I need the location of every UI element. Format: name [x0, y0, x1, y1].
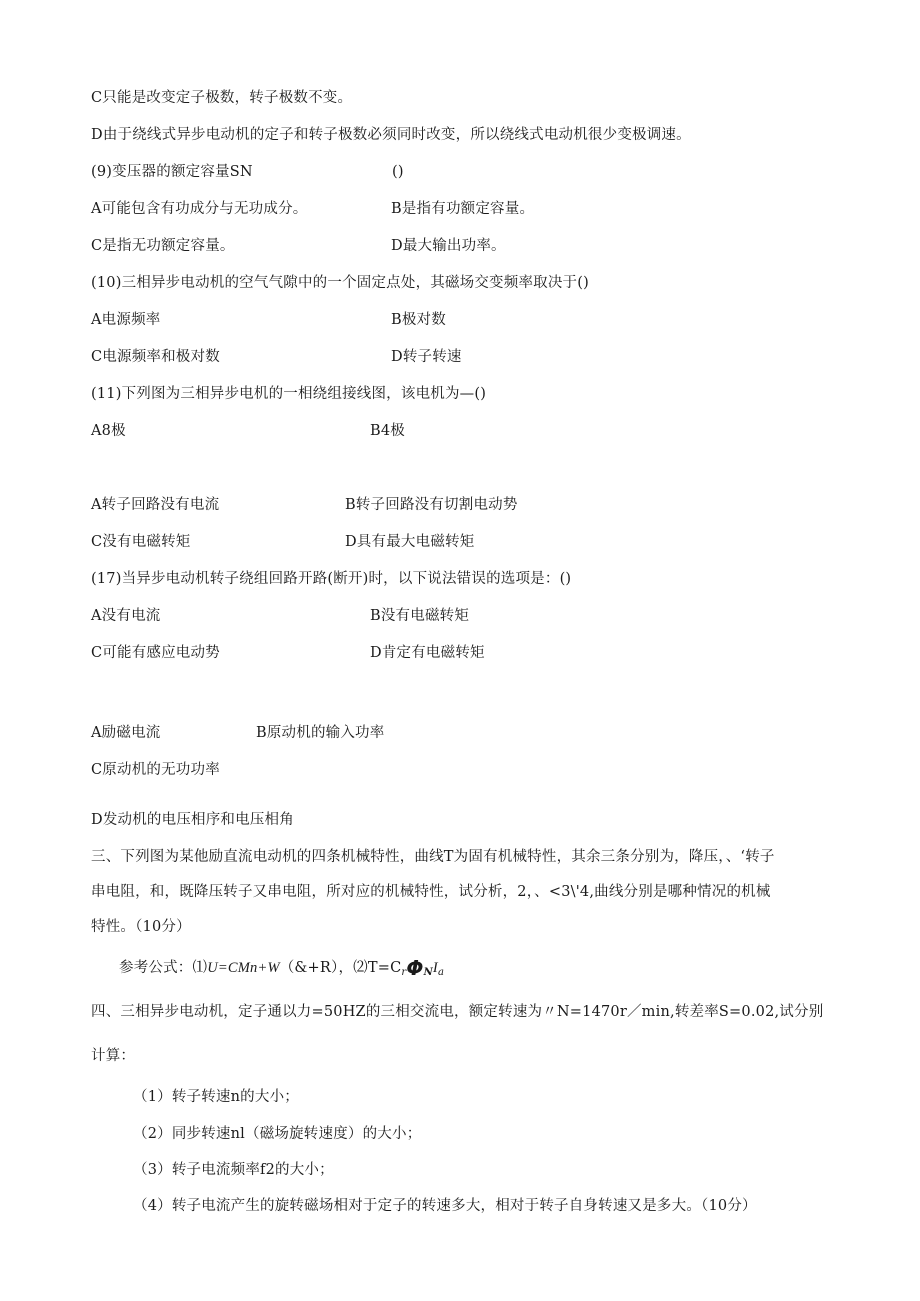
qy-option-a: A励磁电流	[91, 725, 161, 741]
q9-stem: (9)变压器的额定容量SN	[91, 164, 253, 180]
q9-option-d: D最大输出功率。	[391, 238, 506, 254]
q11-stem: (11)下列图为三相异步电机的一相绕组接线图，该电机为—()	[91, 386, 487, 402]
q17-option-d: D肯定有电磁转矩	[370, 645, 485, 661]
section3-line2: 串电阻，和，既降压转子又串电阻，所对应的机械特性，试分析，2，、<3\'4,曲线分别是哪种情况的机械	[91, 884, 771, 900]
section4-item1: （1）转子转速n的大小；	[133, 1089, 299, 1105]
section4-item4: （4）转子电流产生的旋转磁场相对于定子的转速多大，相对于转子自身转速又是多大。（10分）	[133, 1198, 757, 1214]
q17-option-b: B没有电磁转矩	[370, 608, 470, 624]
qx-option-b: B转子回路没有切割电动势	[345, 497, 518, 513]
qx-option-d: D具有最大电磁转矩	[345, 534, 475, 550]
qy-option-c: C原动机的无功功率	[91, 762, 220, 778]
q8-option-d: D由于绕线式异步电动机的定子和转子极数必须同时改变，所以绕线式电动机很少变极调速。	[91, 127, 691, 143]
q10-option-a: A电源频率	[91, 312, 161, 328]
formula-prefix: 参考公式：⑴	[119, 960, 208, 976]
q17-option-c: C可能有感应电动势	[91, 645, 220, 661]
q10-stem: (10)三相异步电动机的空气气隙中的一个固定点处，其磁场交变频率取决于()	[91, 275, 589, 291]
q9-option-b: B是指有功额定容量。	[391, 201, 535, 217]
reference-formula	[119, 958, 444, 983]
q11-option-a: A8极	[91, 423, 126, 439]
section4-line2: 计算：	[91, 1048, 136, 1064]
qy-option-d: D发动机的电压相序和电压相角	[91, 812, 294, 828]
qx-option-c: C没有电磁转矩	[91, 534, 191, 550]
q10-option-d: D转子转速	[391, 349, 462, 365]
q8-option-c: C只能是改变定子极数，转子极数不变。	[91, 90, 353, 106]
q9-option-c: C是指无功额定容量。	[91, 238, 235, 254]
section3-line3: 特性。（10分）	[91, 919, 191, 935]
formula-part-1: U=CMn+W	[207, 960, 280, 976]
q17-option-a: A没有电流	[91, 608, 161, 624]
qy-option-b: B原动机的输入功率	[256, 725, 385, 741]
section4-item3: （3）转子电流频率f2的大小；	[133, 1162, 334, 1178]
formula-i: I	[432, 960, 438, 976]
q17-stem: (17)当异步电动机转子绕组回路开路(断开)时，以下说法错误的选项是：()	[91, 571, 572, 587]
formula-sub-r: r	[401, 967, 407, 978]
qx-option-a: A转子回路没有电流	[91, 497, 220, 513]
q10-option-c: C电源频率和极对数	[91, 349, 220, 365]
q10-option-b: B极对数	[391, 312, 446, 328]
phi-symbol: Φ	[406, 956, 424, 980]
q9-answer-paren: ()	[392, 164, 404, 180]
section4-item2: （2）同步转速nl（磁场旋转速度）的大小；	[133, 1126, 422, 1142]
q9-option-a: A可能包含有功成分与无功成分。	[91, 201, 308, 217]
formula-sub-n: N	[423, 967, 433, 978]
q11-option-b: B4极	[370, 423, 405, 439]
formula-sub-a: a	[437, 967, 445, 978]
formula-part-2: （&+R），⑵T=C	[279, 960, 402, 976]
section4-line1: 四、三相异步电动机，定子通以力=50HZ的三相交流电，额定转速为〃N=1470r／min,转差率S=0.02,试分别	[91, 1004, 824, 1020]
section3-line1: 三、下列图为某他励直流电动机的四条机械特性，曲线T为固有机械特性，其余三条分别为，降压，、‘转子	[91, 849, 775, 865]
